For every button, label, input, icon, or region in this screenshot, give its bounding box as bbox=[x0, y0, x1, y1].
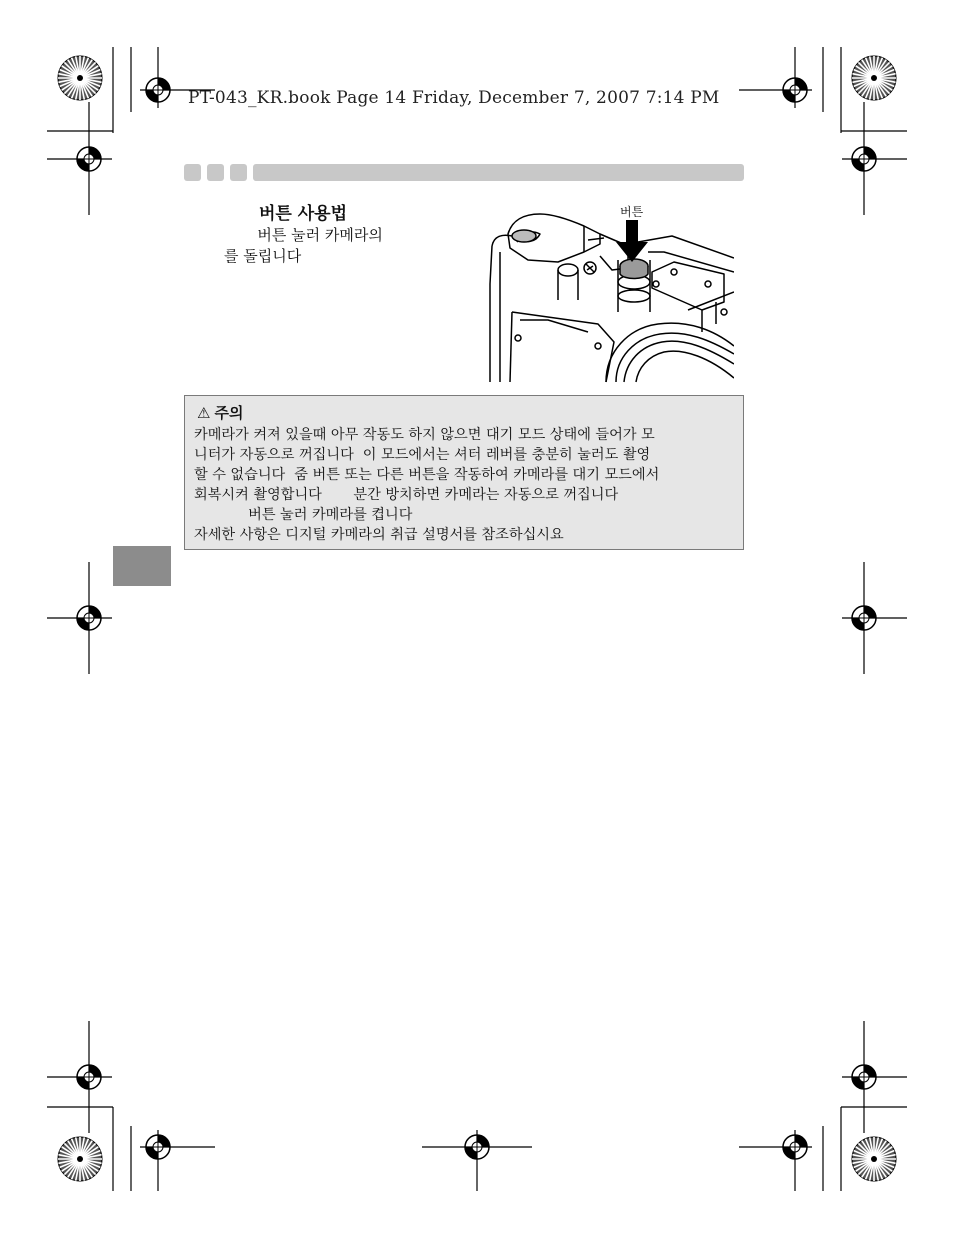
print-header-line: PT-043_KR.book Page 14 Friday, December 7, 2007 7:14 PM bbox=[188, 88, 720, 108]
camera-button-illustration bbox=[488, 212, 734, 384]
chapter-tab bbox=[113, 546, 171, 586]
header-bar-square bbox=[207, 164, 224, 181]
illustration-label: 버튼 bbox=[620, 205, 644, 219]
header-bar-square bbox=[184, 164, 201, 181]
header-bar bbox=[253, 164, 744, 181]
section-title: 버튼 사용법 bbox=[259, 204, 348, 224]
section-description: 버튼 눌러 카메라의 를 돌립니다 bbox=[224, 226, 383, 265]
caution-box bbox=[184, 395, 744, 550]
warning-triangle-icon: ⚠ bbox=[197, 404, 211, 422]
caution-title: 주의 bbox=[214, 404, 244, 422]
caution-text: 카메라가 켜져 있을때 아무 작동도 하지 않으면 대기 모드 상태에 들어가 모 니터가 자동으로 꺼집니다 이 모드에서는 셔터 레버를 충분히 눌러도 촬영 할 수 없습니다 줌 버튼 또는 다른 버튼을 작동하여 카메라를 대기 모드에서 회복시켜 촬영합니다 분간 방치하면 카메라는 자동으로 꺼집니다 버튼 눌러 카메라를 켭니다 자세한 사항은 디지털 카메라의 취급 설명서를 참조하십시요 bbox=[194, 427, 660, 543]
caution-heading bbox=[197, 402, 243, 423]
header-bar-square bbox=[230, 164, 247, 181]
